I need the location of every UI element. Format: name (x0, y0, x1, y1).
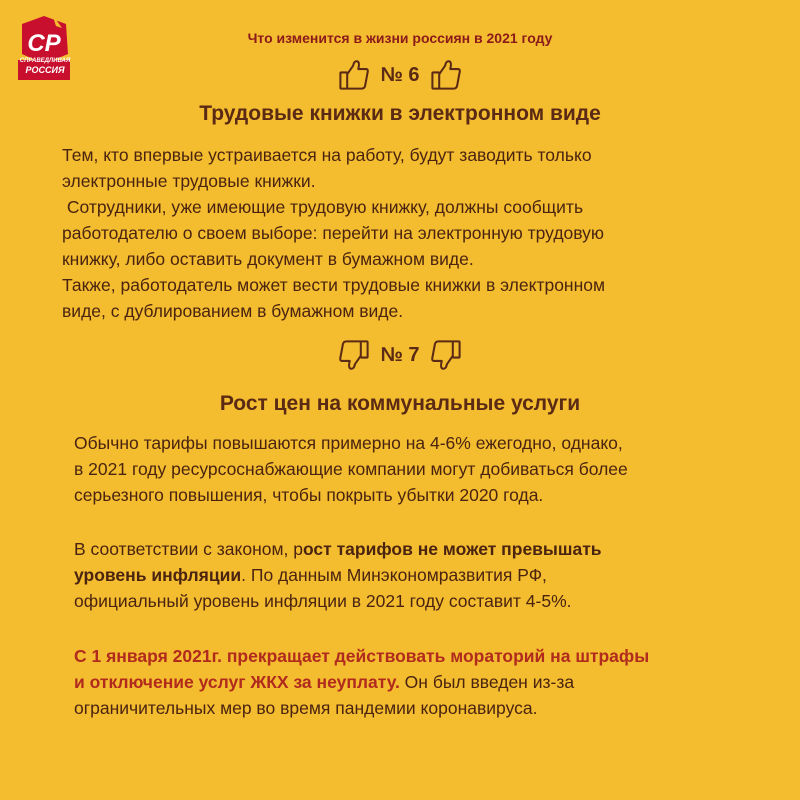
section7-paragraph2 (74, 536, 774, 614)
section7-number-row (0, 338, 800, 372)
section6-line: работодателю о своем выборе: перейти на электронную трудовую (62, 223, 605, 243)
section7-p1-line: в 2021 году ресурсоснабжающие компании могут добиваться более (74, 459, 628, 479)
p2-bold-text: ост тарифов не может превышать (302, 539, 602, 559)
section6-body (62, 142, 762, 324)
section7-title: Рост цен на коммунальные услуги (219, 392, 581, 415)
section7-paragraph1 (74, 430, 774, 508)
section7-p1-line: Обычно тарифы повышаются примерно на 4-6% ежегодно, однако, (74, 433, 623, 453)
thumbs-up-icon (337, 58, 371, 92)
section6-line: виде, с дублированием в бумажном виде. (62, 301, 404, 321)
p3-red-text: С 1 января 2021г. прекращает действовать мораторий на штрафы (74, 646, 650, 666)
p3-text: Он был введен из-за (399, 672, 575, 692)
section6-line: Сотрудники, уже имеющие трудовую книжку, должны сообщить (62, 197, 584, 217)
p2-text: официальный уровень инфляции в 2021 году составит 4-5%. (74, 591, 572, 611)
p3-red-text: и отключение услуг ЖКХ за неуплату. (74, 672, 400, 692)
page-header: Что изменится в жизни россиян в 2021 году (247, 30, 553, 46)
logo-big-text: РОССИЯ (25, 65, 65, 75)
section6-line: книжку, либо оставить документ в бумажном виде. (62, 249, 474, 269)
section6-line: Тем, кто впервые устраивается на работу, будут заводить только (62, 145, 592, 165)
section7-p1-line: серьезного повышения, чтобы покрыть убытки 2020 года. (74, 485, 544, 505)
section6-line: Также, работодатель может вести трудовые книжки в электронном (62, 275, 606, 295)
section6-number-row (0, 58, 800, 92)
p2-text: В соответствии с законом, р (74, 539, 303, 559)
logo-small-text: СПРАВЕДЛИВАЯ (19, 58, 71, 64)
section7-paragraph3 (74, 643, 784, 721)
section7-number: № 7 (380, 343, 420, 366)
section6-number: № 6 (380, 63, 420, 86)
section6-line: электронные трудовые книжки. (62, 171, 316, 191)
p2-bold-text: уровень инфляции (74, 565, 242, 585)
thumbs-down-icon (337, 338, 371, 372)
thumbs-down-icon (429, 338, 463, 372)
thumbs-up-icon (429, 58, 463, 92)
section6-title: Трудовые книжки в электронном виде (199, 102, 601, 125)
p3-text: ограничительных мер во время пандемии коронавируса. (74, 698, 538, 718)
p2-text: . По данным Минэкономразвития РФ, (241, 565, 547, 585)
svg-text:СР: СР (27, 30, 61, 57)
